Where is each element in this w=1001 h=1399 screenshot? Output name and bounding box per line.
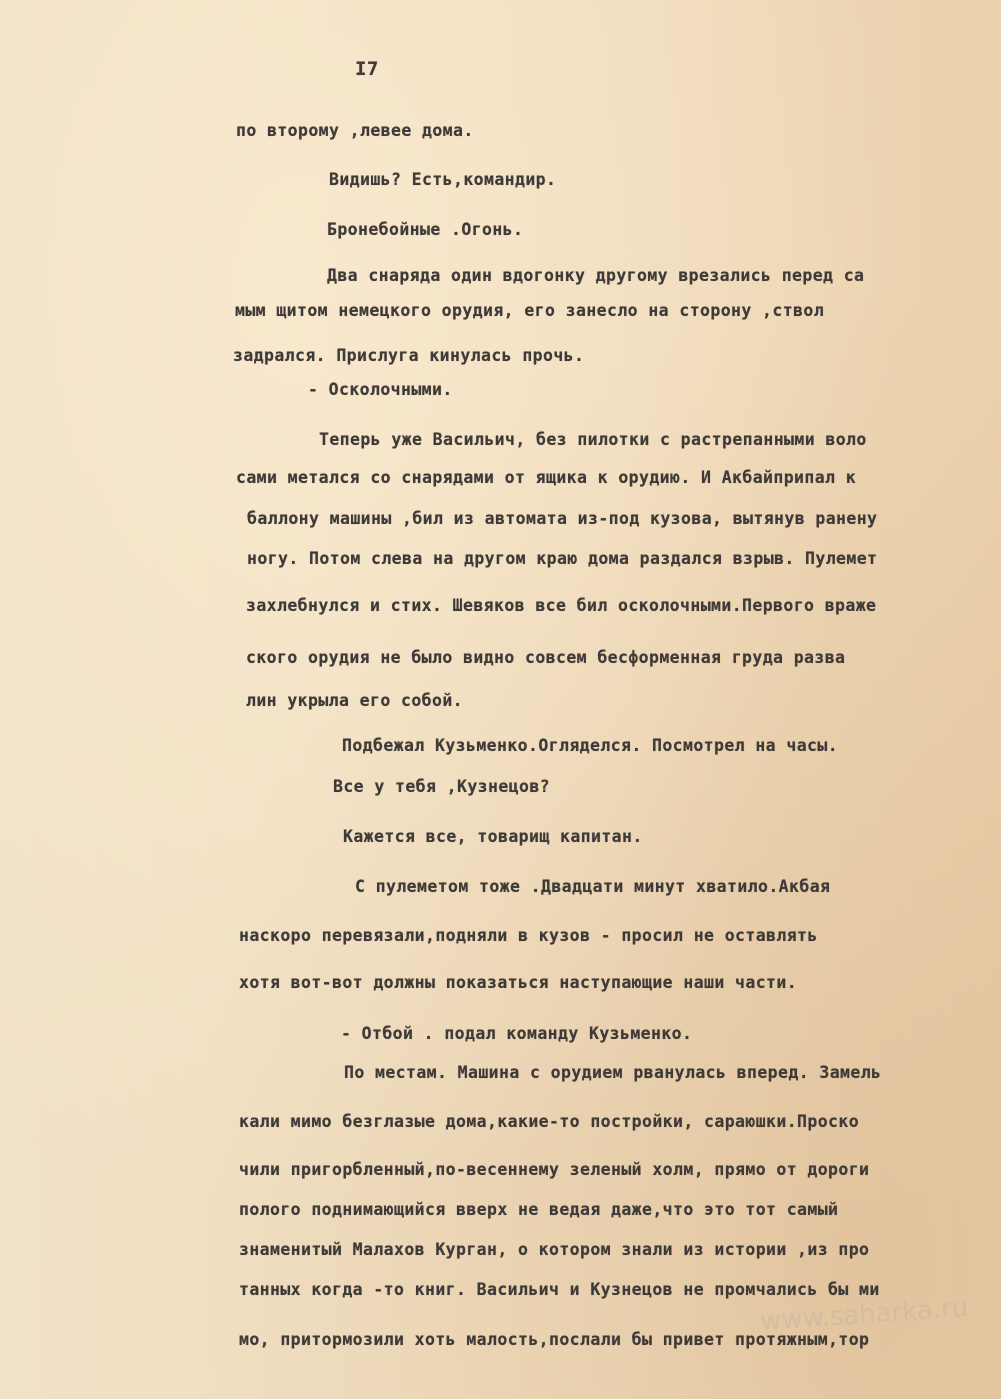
page-number: I7 — [355, 58, 379, 80]
text-line: - Осколочными. — [308, 380, 453, 399]
text-line: мо, притормозили хоть малость,послали бы привет протяжным,тор — [239, 1330, 870, 1349]
watermark: www.saharka.ru — [759, 1292, 970, 1338]
text-line: танных когда -то книг. Васильич и Кузнецов не промчались бы ми — [239, 1280, 880, 1299]
text-line: лин укрыла его собой. — [246, 691, 464, 710]
text-line: захлебнулся и стих. Шевяков все бил осколочными.Первого враже — [246, 596, 877, 615]
text-line: Видишь? Есть,командир. — [329, 170, 557, 189]
text-line: По местам. Машина с орудием рванулась вперед. Замель — [344, 1063, 882, 1082]
text-line: сами метался со снарядами от ящика к орудию. И Акбайприпал к — [236, 468, 857, 487]
text-line: задрался. Прислуга кинулась прочь. — [233, 346, 585, 365]
text-line: хотя вот-вот должны показаться наступающие наши части. — [239, 973, 798, 992]
text-line: знаменитый Малахов Курган, о котором знали из истории ,из про — [239, 1240, 870, 1259]
text-line: - Отбой . подал команду Кузьменко. — [341, 1024, 693, 1043]
text-line: Два снаряда один вдогонку другому врезались перед са — [327, 266, 865, 285]
text-line: полого поднимающийся вверх не ведая даже,что это тот самый — [239, 1200, 839, 1219]
text-line: Бронебойные .Огонь. — [327, 220, 524, 239]
text-line: баллону машины ,бил из автомата из-под кузова, вытянув ранену — [247, 509, 878, 528]
text-line: Все у тебя ,Кузнецов? — [333, 777, 551, 796]
text-line: наскоро перевязали,подняли в кузов - просил не оставлять — [239, 926, 818, 945]
text-line: по второму ,левее дома. — [236, 121, 474, 140]
text-line: Теперь уже Васильич, без пилотки с растрепанными воло — [319, 430, 867, 449]
text-line: ногу. Потом слева на другом краю дома раздался взрыв. Пулемет — [247, 549, 878, 568]
text-line: ского орудия не было видно совсем бесформенная груда разва — [246, 648, 846, 667]
text-line: кали мимо безглазые дома,какие-то постройки, сараюшки.Проско — [239, 1112, 860, 1131]
text-line: Кажется все, товарищ капитан. — [343, 827, 643, 846]
text-line: мым щитом немецкого орудия, его занесло на сторону ,ствол — [235, 301, 825, 320]
text-line: С пулеметом тоже .Двадцати минут хватило.Акбая — [355, 877, 831, 896]
text-line: чили пригорбленный,по-весеннему зеленый холм, прямо от дороги — [239, 1160, 870, 1179]
text-line: Подбежал Кузьменко.Огляделся. Посмотрел на часы. — [342, 736, 839, 755]
